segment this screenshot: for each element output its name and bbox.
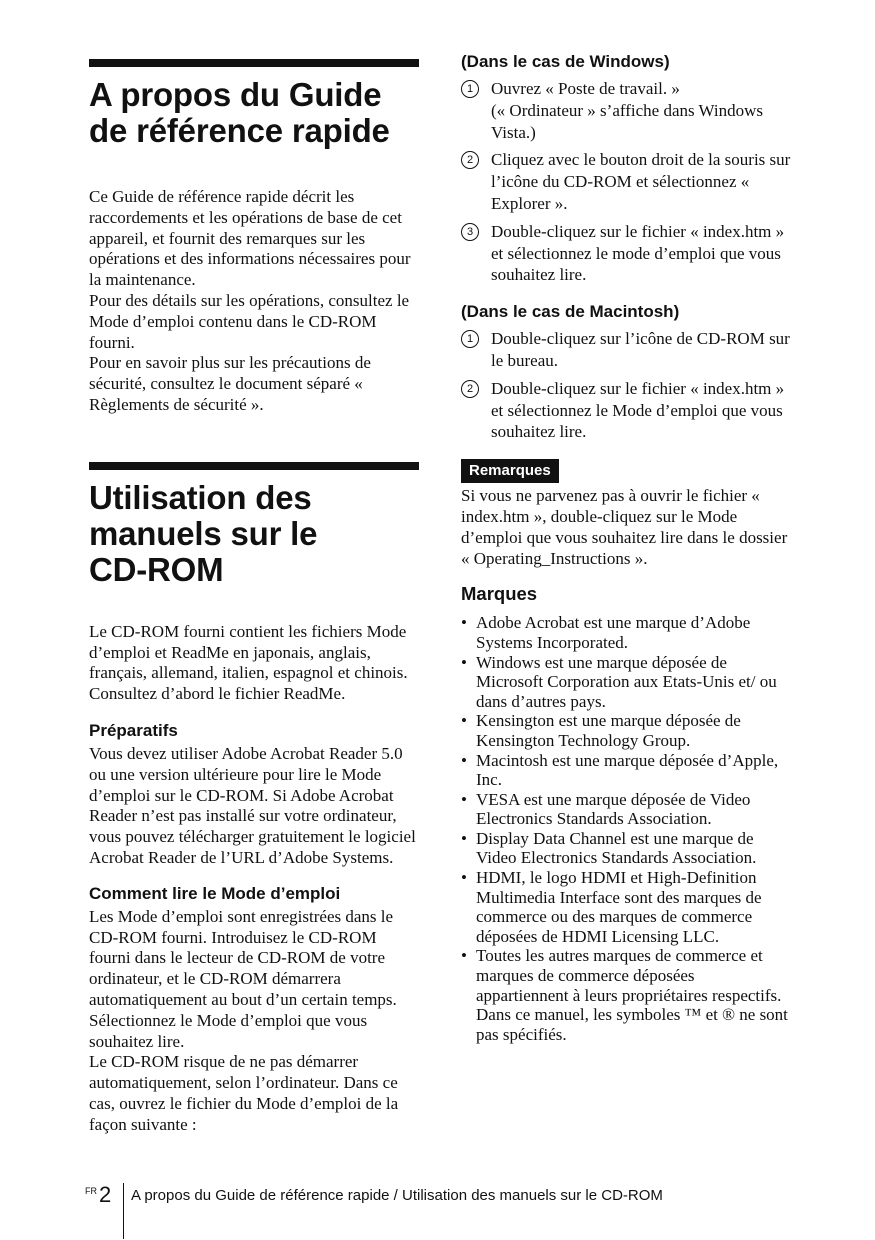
marques-item: • VESA est une marque déposée de Video Electronics Standards Association. bbox=[461, 789, 751, 829]
section2-title-line3: CD-ROM bbox=[89, 550, 224, 588]
section1-paragraph-1: Ce Guide de référence rapide décrit les raccordements et les opérations de base de cet appareil, et fournit des remarques sur les opérations et des informations nécessaires pour la maintenance. bbox=[89, 187, 411, 290]
bullet-icon: • bbox=[461, 946, 467, 966]
section1-paragraph-2: Pour des détails sur les opérations, consultez le Mode d’emploi contenu dans le CD-ROM fourni. bbox=[89, 290, 410, 352]
step-number-3-icon: 3 bbox=[461, 223, 479, 241]
windows-step-3 bbox=[461, 221, 791, 286]
section1-paragraph-3: Pour en savoir plus sur les précautions de sécurité, consultez le document séparé « Règlements de sécurité ». bbox=[89, 353, 371, 414]
section2-title-line1: Utilisation des bbox=[89, 478, 312, 516]
bullet-icon: • bbox=[461, 652, 467, 672]
section1-title-line1: A propos du Guide bbox=[89, 76, 382, 113]
section2-title-line2: manuels sur le bbox=[89, 514, 318, 552]
bullet-icon: • bbox=[461, 828, 467, 848]
step-number-1-icon: 1 bbox=[461, 330, 479, 348]
right-column bbox=[461, 52, 791, 1044]
section1-rule bbox=[89, 59, 419, 67]
left-column bbox=[89, 59, 419, 1136]
windows-step-1-line2: (« Ordinateur » s’affiche dans Windows Vista.) bbox=[491, 100, 764, 142]
marques-item: • Adobe Acrobat est une marque d’Adobe Systems Incorporated. bbox=[461, 613, 751, 652]
section1-title-line2: de référence rapide bbox=[89, 112, 390, 149]
bullet-icon: • bbox=[461, 613, 467, 633]
marques-heading: Marques bbox=[461, 583, 538, 605]
page-footer bbox=[85, 1183, 805, 1239]
windows-steps bbox=[461, 78, 791, 286]
bullet-icon: • bbox=[461, 750, 467, 770]
macintosh-step-1-text: Double-cliquez sur l’icône de CD-ROM sur le bureau. bbox=[491, 329, 790, 370]
windows-heading: (Dans le cas de Windows) bbox=[461, 52, 670, 71]
remarques-badge: Remarques bbox=[461, 459, 559, 483]
section2-intro: Le CD-ROM fourni contient les fichiers Mode d’emploi et ReadMe en japonais, anglais, français, allemand, italien, espagnol et chinois. Consultez d’abord le fichier ReadMe. bbox=[89, 621, 408, 704]
comment-text-1: Les Mode d’emploi sont enregistrées dans le CD-ROM fourni. Introduisez le CD-ROM fourni dans le lecteur de CD-ROM de votre ordinateur, et le CD-ROM démarrera automatiquement au bout d’un certain temps. Sélectionnez le Mode d’emploi que vous souhaitez lire. bbox=[89, 906, 397, 1051]
preparatifs-heading: Préparatifs bbox=[89, 720, 178, 740]
marques-item: • Display Data Channel est une marque de Video Electronics Standards Association. bbox=[461, 828, 757, 868]
macintosh-heading: (Dans le cas de Macintosh) bbox=[461, 302, 680, 322]
windows-step-2 bbox=[461, 149, 791, 214]
footer-divider bbox=[123, 1183, 124, 1239]
windows-step-2-text: Cliquez avec le bouton droit de la souris sur l’icône du CD-ROM et sélectionnez « Explorer ». bbox=[491, 150, 791, 213]
windows-step-3-text: Double-cliquez sur le fichier « index.htm » et sélectionnez le mode d’emploi que vous souhaitez lire. bbox=[491, 221, 785, 285]
macintosh-step-2 bbox=[461, 378, 791, 443]
page-number: 2 bbox=[99, 1182, 112, 1207]
bullet-icon: • bbox=[461, 789, 467, 809]
marques-item: • Windows est une marque déposée de Microsoft Corporation aux Etats-Unis et/ ou dans d’autres pays. bbox=[461, 652, 777, 711]
marques-item: • Toutes les autres marques de commerce et marques de commerce déposées appartiennent à leurs propriétaires respectifs. Dans ce manuel, les symboles ™ et ® ne sont pas spécifiés. bbox=[461, 946, 788, 1044]
section2-rule bbox=[89, 462, 419, 470]
macintosh-step-2-text: Double-cliquez sur le fichier « index.htm » et sélectionnez le Mode d’emploi que vous souhaitez lire. bbox=[491, 378, 785, 442]
footer-language: FR bbox=[85, 1186, 97, 1196]
step-number-2-icon: 2 bbox=[461, 151, 479, 169]
section1-title bbox=[89, 77, 419, 149]
windows-step-1-line1: Ouvrez « Poste de travail. » bbox=[491, 79, 680, 98]
preparatifs-text: Vous devez utiliser Adobe Acrobat Reader 5.0 ou une version ultérieure pour lire le Mode d’emploi sur le CD-ROM. Si Adobe Acrobat Reader n’est pas installé sur votre ordinateur, vous pouvez télécharger gratuitement le logiciel Acrobat Reader de l’URL d’Adobe Systems. bbox=[89, 743, 416, 867]
section2-title bbox=[89, 480, 419, 588]
remarques-text: Si vous ne parvenez pas à ouvrir le fichier « index.htm », double-cliquez sur le Mode d’emploi que vous souhaitez lire dans le dossier « Operating_Instructions ». bbox=[461, 486, 788, 568]
step-number-1-icon: 1 bbox=[461, 80, 479, 98]
marques-item: • Macintosh est une marque déposée d’Apple, Inc. bbox=[461, 750, 779, 790]
macintosh-steps bbox=[461, 328, 791, 443]
bullet-icon: • bbox=[461, 711, 467, 731]
step-number-2-icon: 2 bbox=[461, 380, 479, 398]
bullet-icon: • bbox=[461, 868, 467, 888]
footer-text: A propos du Guide de référence rapide / Utilisation des manuels sur le CD-ROM bbox=[131, 1187, 663, 1204]
comment-heading: Comment lire le Mode d’emploi bbox=[89, 883, 341, 903]
marques-list bbox=[461, 613, 791, 1044]
marques-item: • HDMI, le logo HDMI et High-Definition Multimedia Interface sont des marques de commerce ou des marques de commerce déposées de HDMI Licensing LLC. bbox=[461, 868, 762, 946]
macintosh-step-1 bbox=[461, 328, 791, 372]
comment-text-2: Le CD-ROM risque de ne pas démarrer automatiquement, selon l’ordinateur. Dans ce cas, ouvrez le fichier du Mode d’emploi de la façon suivante : bbox=[89, 1052, 399, 1134]
windows-step-1 bbox=[461, 78, 791, 143]
marques-item: • Kensington est une marque déposée de Kensington Technology Group. bbox=[461, 711, 741, 750]
